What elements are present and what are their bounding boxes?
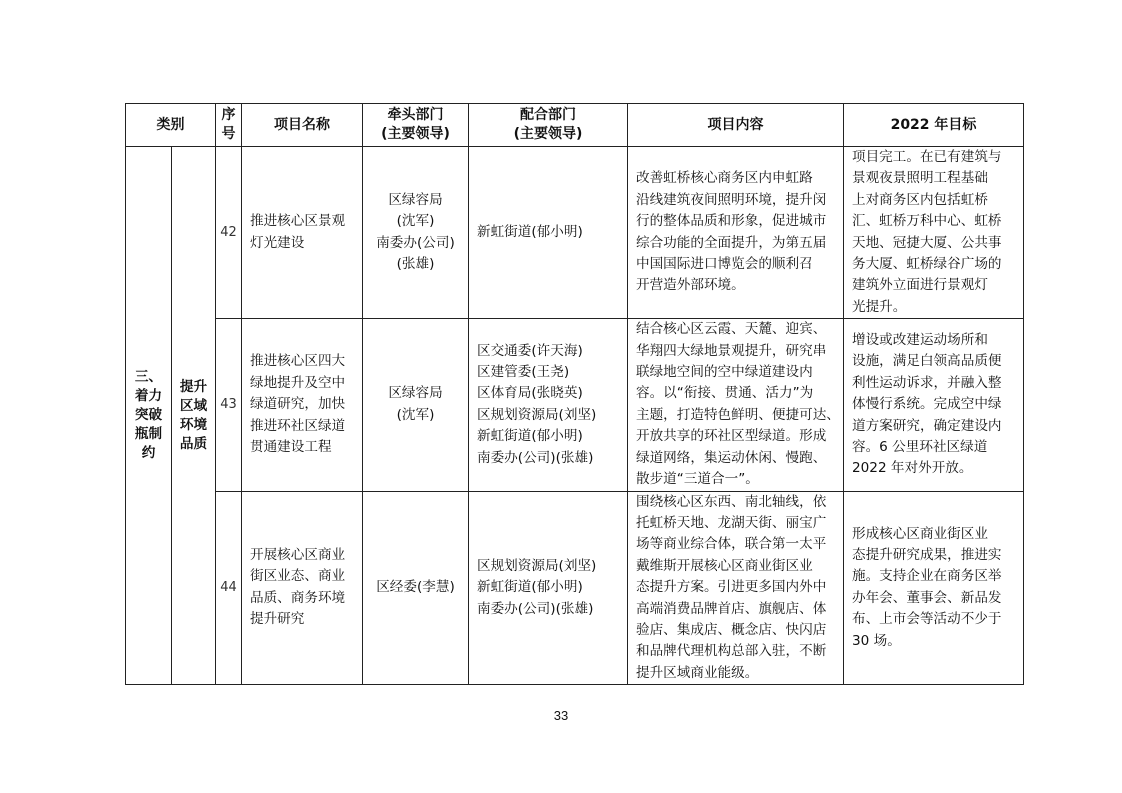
- project-content-cell: [628, 491, 844, 685]
- lead-dept-line: (沈军): [396, 213, 435, 230]
- header-project-name: 项目名称: [242, 104, 363, 147]
- project-name-cell: [242, 491, 363, 685]
- category-sub-line: 品质: [179, 435, 208, 452]
- target-line: 增设或改建运动场所和: [852, 331, 988, 348]
- project-name-line: 街区业态、商业: [250, 568, 346, 585]
- category-sub-line: 提升: [179, 378, 208, 395]
- header-category: 类别: [126, 104, 216, 147]
- category-main: [126, 147, 172, 685]
- header-seq-line: 序: [221, 107, 236, 123]
- header-target: 2022 年目标: [844, 104, 1024, 147]
- content-line: 高端消费品牌首店、旗舰店、体: [636, 600, 827, 617]
- row-number: 43: [216, 319, 242, 491]
- category-main-line: 三、: [134, 369, 163, 386]
- project-name-line: 推进环社区绿道: [250, 417, 346, 434]
- target-line: 汇、虹桥万科中心、虹桥: [852, 213, 1002, 230]
- content-line: 验店、集成店、概念店、快闪店: [636, 621, 827, 638]
- header-content: 项目内容: [628, 104, 844, 147]
- header-seq: [216, 104, 242, 147]
- target-line: 形成核心区商业街区业: [852, 525, 988, 542]
- lead-dept-line: (沈军): [396, 406, 435, 423]
- lead-dept-line: 区绿容局: [388, 191, 443, 208]
- content-line: 改善虹桥核心商务区内申虹路: [636, 170, 813, 187]
- header-seq-line: 号: [221, 126, 236, 142]
- content-line: 华翔四大绿地景观提升，研究串: [636, 342, 827, 359]
- content-line: 行的整体品质和形象，促进城市: [636, 213, 827, 230]
- lead-dept-line: 区经委(李慧): [376, 579, 455, 596]
- content-line: 沿线建筑夜间照明环境，提升闵: [636, 191, 827, 208]
- coop-dept-line: 区交通委(许天海): [477, 342, 583, 359]
- target-line: 道方案研究，确定建设内: [852, 417, 1002, 434]
- coop-dept-line: 区体育局(张晓英): [477, 385, 583, 402]
- header-row: [126, 104, 1024, 147]
- target-line: 项目完工。在已有建筑与: [852, 149, 1002, 165]
- lead-dept-line: (张雄): [396, 256, 435, 273]
- project-name-line: 提升研究: [250, 611, 305, 628]
- coop-dept-line: 南委办(公司)(张雄): [477, 449, 594, 466]
- header-coop-dept: [469, 104, 628, 147]
- project-name-line: 灯光建设: [250, 234, 305, 251]
- content-line: 托虹桥天地、龙湖天街、丽宝广: [636, 514, 827, 531]
- lead-dept-cell: [363, 319, 469, 491]
- page-number: 33: [553, 708, 569, 723]
- row-number: 42: [216, 147, 242, 319]
- content-line: 开营造外部环境。: [636, 277, 745, 294]
- content-line: 联绿地空间的空中绿道建设内: [636, 364, 813, 381]
- target-line: 景观夜景照明工程基础: [852, 170, 988, 187]
- target-cell: [844, 491, 1024, 685]
- category-main-line: 突破: [134, 407, 163, 424]
- coop-dept-line: 新虹街道(郁小明): [477, 428, 583, 445]
- content-line: 主题，打造特色鲜明、便捷可达、: [636, 406, 840, 423]
- coop-dept-line: 区规划资源局(刘坚): [477, 406, 597, 423]
- coop-dept-line: 区规划资源局(刘坚): [477, 557, 597, 574]
- project-name-line: 贯通建设工程: [250, 438, 332, 455]
- target-line: 态提升研究成果，推进实: [852, 547, 1002, 564]
- target-line: 设施，满足白领高品质便: [852, 353, 1002, 370]
- header-coop-line: (主要领导): [513, 126, 583, 142]
- coop-dept-line: 新虹街道(郁小明): [477, 579, 583, 596]
- header-lead-line: (主要领导): [381, 126, 450, 142]
- target-line: 体慢行系统。完成空中绿: [852, 396, 1002, 413]
- coop-dept-cell: [469, 491, 628, 685]
- content-line: 绿道网络，集运动休闲、慢跑、: [636, 449, 827, 466]
- table-row: [126, 147, 1024, 319]
- content-line: 中国国际进口博览会的顺利召: [636, 256, 813, 273]
- table-row: [126, 491, 1024, 685]
- content-line: 场等商业综合体，联合第一太平: [636, 536, 827, 553]
- project-table: [125, 103, 1024, 685]
- target-line: 光提升。: [852, 298, 907, 315]
- header-lead-dept: [363, 104, 469, 147]
- content-line: 和品牌代理机构总部入驻，不断: [636, 643, 827, 660]
- category-sub: [172, 147, 216, 685]
- target-cell: [844, 147, 1024, 319]
- content-line: 围绕核心区东西、南北轴线，依: [636, 493, 827, 510]
- coop-dept-line: 区建管委(王尧): [477, 364, 570, 381]
- category-main-line: 瓶制: [134, 426, 163, 443]
- project-name-line: 推进核心区四大: [250, 353, 346, 370]
- target-line: 2022 年对外开放。: [852, 460, 973, 477]
- content-line: 容。以“衔接、贯通、活力”为: [636, 385, 814, 402]
- lead-dept-line: 南委办(公司): [376, 234, 455, 251]
- project-name-cell: [242, 319, 363, 491]
- content-line: 戴维斯开展核心区商业街区业: [636, 557, 813, 574]
- content-line: 综合功能的全面提升，为第五届: [636, 234, 827, 251]
- project-name-line: 绿道研究，加快: [250, 396, 346, 413]
- lead-dept-line: 区绿容局: [388, 385, 443, 402]
- target-line: 容。6 公里环社区绿道: [852, 438, 988, 455]
- coop-dept-cell: [469, 319, 628, 491]
- target-line: 务大厦、虹桥绿谷广场的: [852, 256, 1002, 273]
- content-line: 态提升方案。引进更多国内外中: [636, 579, 827, 596]
- lead-dept-cell: [363, 491, 469, 685]
- project-name-line: 绿地提升及空中: [250, 374, 346, 391]
- content-line: 提升区域商业能级。: [636, 664, 759, 681]
- content-line: 散步道“三道合一”。: [636, 471, 759, 488]
- table-row: [126, 319, 1024, 491]
- project-content-cell: [628, 147, 844, 319]
- target-line: 上对商务区内包括虹桥: [852, 191, 988, 208]
- coop-dept-line: 南委办(公司)(张雄): [477, 600, 594, 617]
- row-number: 44: [216, 491, 242, 685]
- category-main-line: 着力: [134, 388, 163, 405]
- target-line: 办年会、董事会、新品发: [852, 589, 1002, 606]
- project-name-line: 推进核心区景观: [250, 213, 346, 230]
- header-coop-line: 配合部门: [520, 107, 576, 123]
- project-name-line: 开展核心区商业: [250, 547, 346, 564]
- project-name-line: 品质、商务环境: [250, 589, 346, 606]
- category-main-line: 约: [141, 445, 156, 462]
- target-cell: [844, 319, 1024, 491]
- category-sub-line: 环境: [179, 416, 208, 433]
- target-line: 利性运动诉求，并融入整: [852, 374, 1002, 391]
- coop-dept-line: 新虹街道(郁小明): [477, 223, 583, 240]
- content-line: 开放共享的环社区型绿道。形成: [636, 428, 827, 445]
- target-line: 施。支持企业在商务区举: [852, 568, 1002, 585]
- content-line: 结合核心区云霞、天麓、迎宾、: [636, 321, 827, 338]
- header-lead-line: 牵头部门: [387, 107, 444, 123]
- target-line: 建筑外立面进行景观灯: [852, 277, 988, 294]
- project-content-cell: [628, 319, 844, 491]
- target-line: 天地、冠捷大厦、公共事: [852, 234, 1002, 251]
- category-sub-line: 区域: [179, 397, 208, 414]
- lead-dept-cell: [363, 147, 469, 319]
- coop-dept-cell: [469, 147, 628, 319]
- project-name-cell: [242, 147, 363, 319]
- target-line: 布、上市会等活动不少于: [852, 611, 1002, 628]
- target-line: 30 场。: [852, 632, 901, 649]
